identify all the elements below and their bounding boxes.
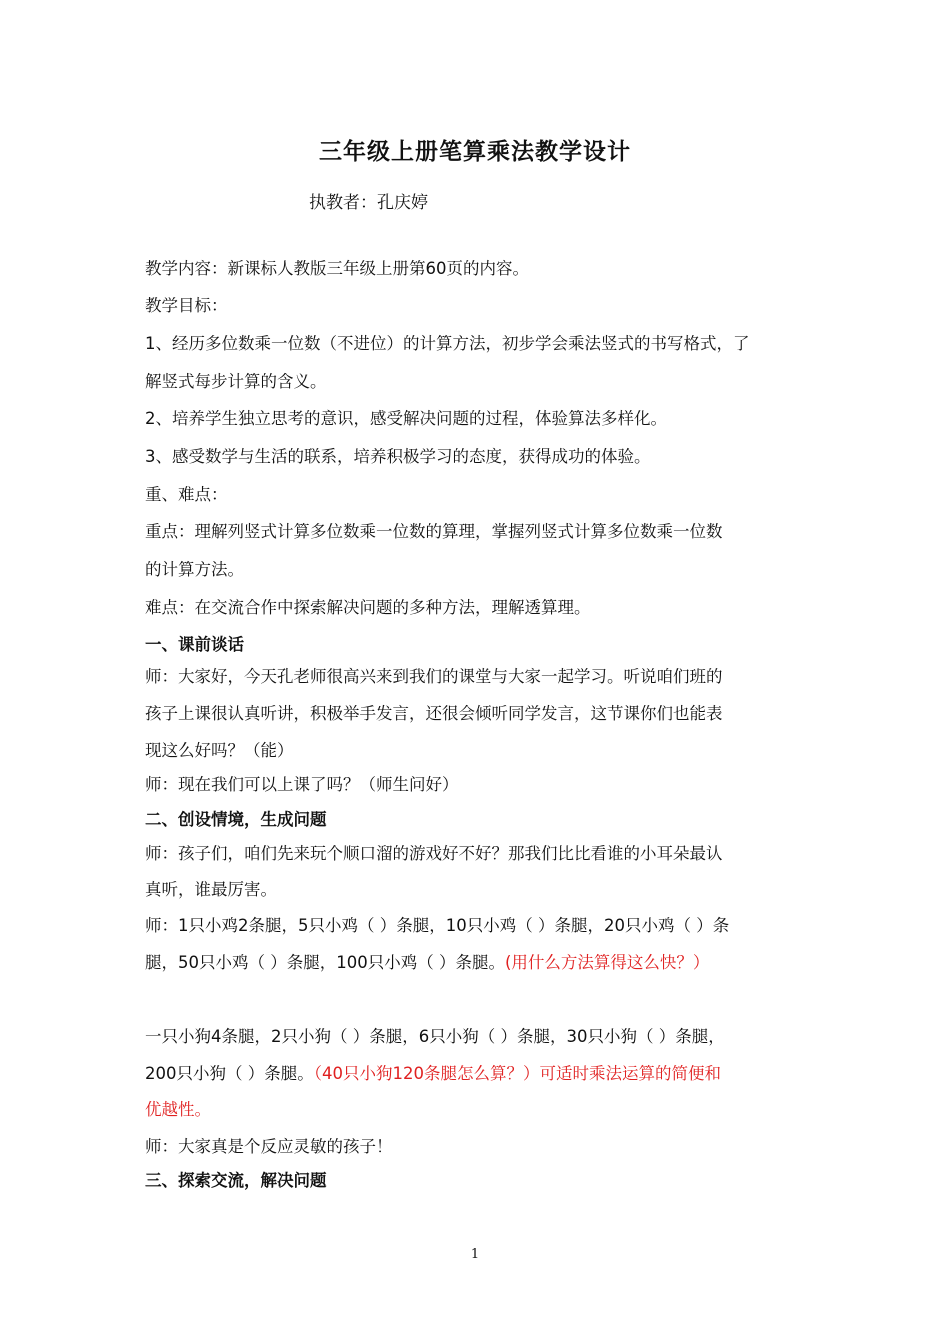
text-segment: 师：大家真是个反应灵敏的孩子！ (145, 1137, 393, 1156)
text-segment: 重、难点： (145, 485, 228, 504)
text-line (145, 1025, 813, 1049)
text-segment: 师：孩子们，咱们先来玩个顺口溜的游戏好不好？那我们比比看谁的小耳朵最认 (145, 844, 723, 863)
section-heading (145, 633, 813, 657)
page-number: 1 (470, 1247, 480, 1262)
text-segment: 一只小狗4条腿，2只小狗（ ）条腿，6只小狗（ ）条腿，30只小狗（ ）条腿， (145, 1027, 725, 1046)
text-segment: 难点：在交流合作中探索解决问题的多种方法，理解透算理。 (145, 598, 591, 617)
text-segment: 真听，谁最厉害。 (145, 880, 277, 899)
text-line (145, 596, 813, 620)
text-segment: 师：大家好，今天孔老师很高兴来到我们的课堂与大家一起学习。听说咱们班的 (145, 667, 723, 686)
highlighted-note: 优越性。 (145, 1100, 211, 1119)
text-segment: 腿，50只小鸡（ ）条腿，100只小鸡（ ）条腿。 (145, 953, 505, 972)
author-line: 执教者：孔庆婷 (309, 193, 428, 213)
text-segment: 现这么好吗？（能） (145, 741, 294, 760)
text-line (145, 842, 813, 866)
text-line (145, 370, 813, 394)
text-segment: 200只小狗（ ）条腿。 (145, 1064, 314, 1083)
text-segment: 师：现在我们可以上课了吗？（师生问好） (145, 775, 459, 794)
text-line (145, 1135, 813, 1159)
section-heading (145, 1169, 813, 1193)
text-segment: 解竖式每步计算的含义。 (145, 372, 327, 391)
text-segment: 2、培养学生独立思考的意识，感受解决问题的过程，体验算法多样化。 (145, 409, 667, 428)
text-segment: 的计算方法。 (145, 560, 244, 579)
text-line (145, 257, 813, 281)
text-segment: 一、课前谈话 (145, 635, 244, 654)
text-line (145, 294, 813, 318)
text-line (145, 332, 813, 356)
document-title: 三年级上册笔算乘法教学设计 (319, 139, 631, 165)
text-segment: 教学目标： (145, 296, 228, 315)
text-line (145, 1098, 813, 1122)
text-segment: 三、探索交流，解决问题 (145, 1171, 327, 1190)
text-line (145, 407, 813, 431)
text-line (145, 702, 813, 726)
text-line (145, 951, 813, 975)
highlighted-note: (用什么方法算得这么快？） (504, 953, 710, 972)
highlighted-note: （40只小狗120条腿怎么算？）可适时乘法运算的简便和 (313, 1064, 721, 1083)
text-line (145, 665, 813, 689)
text-line (145, 520, 813, 544)
text-segment: 师：1只小鸡2条腿，5只小鸡（ ）条腿，10只小鸡（ ）条腿，20只小鸡（ ）条 (145, 916, 730, 935)
text-line (145, 1062, 813, 1086)
text-line (145, 914, 813, 938)
text-line (145, 739, 813, 763)
section-heading (145, 808, 813, 832)
text-segment: 二、创设情境，生成问题 (145, 810, 327, 829)
text-line (145, 558, 813, 582)
text-segment: 重点：理解列竖式计算多位数乘一位数的算理，掌握列竖式计算多位数乘一位数 (145, 522, 723, 541)
text-segment: 孩子上课很认真听讲，积极举手发言，还很会倾听同学发言，这节课你们也能表 (145, 704, 723, 723)
text-line (145, 483, 813, 507)
text-line (145, 445, 813, 469)
text-line (145, 878, 813, 902)
text-segment: 教学内容：新课标人教版三年级上册第60页的内容。 (145, 259, 529, 278)
text-line (145, 773, 813, 797)
text-segment: 3、感受数学与生活的联系，培养积极学习的态度，获得成功的体验。 (145, 447, 651, 466)
text-segment: 1、经历多位数乘一位数（不进位）的计算方法，初步学会乘法竖式的书写格式，了 (145, 334, 750, 353)
